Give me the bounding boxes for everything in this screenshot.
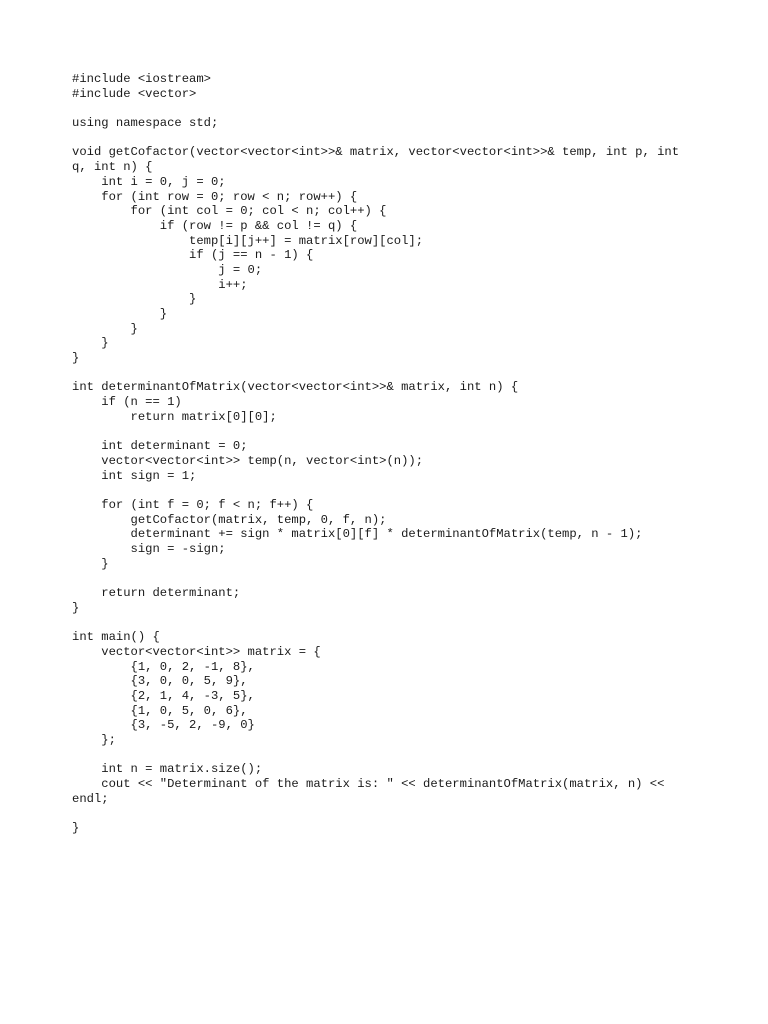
code-line: getCofactor(matrix, temp, 0, f, n);: [72, 512, 387, 527]
code-line: return determinant;: [72, 586, 241, 601]
code-line: vector<vector<int>> temp(n, vector<int>(n));: [72, 453, 424, 468]
code-line: int sign = 1;: [72, 468, 197, 483]
code-line: int main() {: [72, 630, 160, 645]
code-line: {1, 0, 2, -1, 8},: [72, 659, 255, 674]
code-line: {3, -5, 2, -9, 0}: [72, 718, 255, 733]
code-line: [72, 425, 679, 440]
code-line: [72, 615, 679, 630]
code-block: [72, 72, 679, 836]
code-line: return matrix[0][0];: [72, 409, 277, 424]
code-line: [72, 748, 679, 763]
code-line: vector<vector<int>> matrix = {: [72, 644, 321, 659]
code-line: endl;: [72, 791, 109, 806]
code-line: for (int col = 0; col < n; col++) {: [72, 204, 387, 219]
code-line: using namespace std;: [72, 116, 219, 131]
code-line: }: [72, 600, 80, 615]
code-line: [72, 131, 679, 146]
code-line: q, int n) {: [72, 160, 153, 175]
code-line: [72, 483, 679, 498]
code-line: #include <iostream>: [72, 72, 211, 86]
code-line: int determinantOfMatrix(vector<vector<int>>& matrix, int n) {: [72, 380, 519, 395]
code-line: }: [72, 336, 109, 351]
code-line: }: [72, 821, 80, 836]
code-line: cout << "Determinant of the matrix is: " << determinantOfMatrix(matrix, n) <<: [72, 777, 665, 791]
code-line: }: [72, 351, 80, 366]
code-line: }: [72, 321, 138, 336]
code-line: determinant += sign * matrix[0][f] * determinantOfMatrix(temp, n - 1);: [72, 527, 643, 542]
code-line: j = 0;: [72, 262, 263, 277]
code-line: [72, 571, 679, 586]
code-line: int determinant = 0;: [72, 439, 248, 454]
code-line: sign = -sign;: [72, 542, 226, 556]
code-line: for (int row = 0; row < n; row++) {: [72, 189, 358, 204]
code-line: [72, 366, 679, 381]
code-line: void getCofactor(vector<vector<int>>& matrix, vector<vector<int>>& temp, int p, int: [72, 145, 680, 160]
code-line: {3, 0, 0, 5, 9},: [72, 674, 248, 689]
code-line: }: [72, 307, 168, 321]
code-line: }: [72, 556, 109, 571]
code-line: int n = matrix.size();: [72, 762, 263, 777]
code-line: }: [72, 292, 197, 307]
code-line: int i = 0, j = 0;: [72, 174, 226, 189]
code-line: for (int f = 0; f < n; f++) {: [72, 497, 314, 512]
code-line: [72, 101, 679, 116]
code-line: if (n == 1): [72, 395, 182, 410]
code-line: if (row != p && col != q) {: [72, 218, 358, 233]
code-line: if (j == n - 1) {: [72, 248, 314, 263]
code-line: {1, 0, 5, 0, 6},: [72, 703, 248, 718]
code-line: temp[i][j++] = matrix[row][col];: [72, 233, 424, 248]
code-line: i++;: [72, 277, 248, 292]
code-line: [72, 806, 679, 821]
code-line: #include <vector>: [72, 86, 197, 101]
code-line: {2, 1, 4, -3, 5},: [72, 688, 255, 703]
code-line: };: [72, 732, 116, 747]
